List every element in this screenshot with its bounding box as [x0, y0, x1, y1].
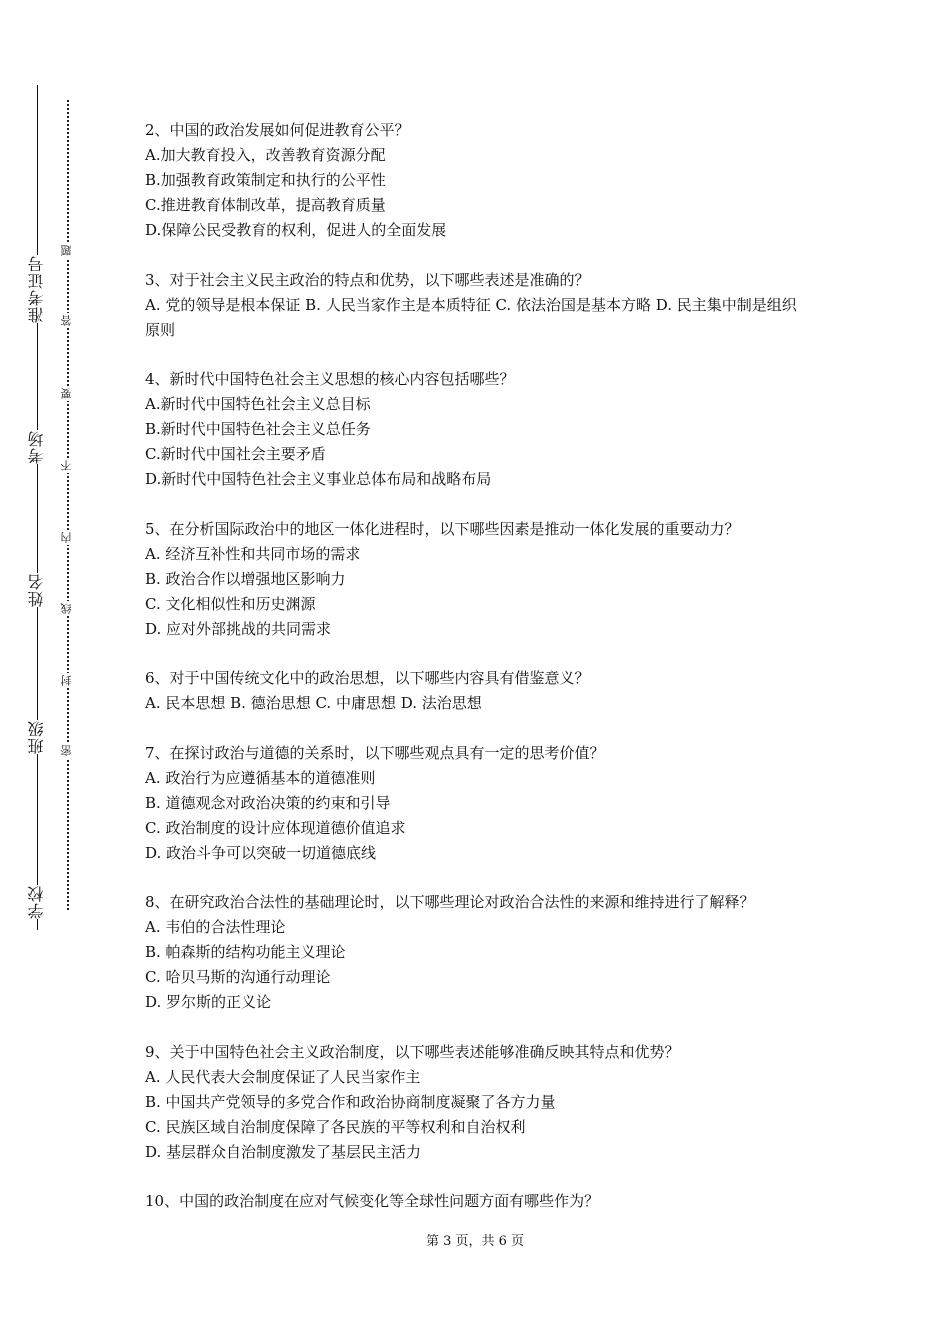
question-title: 2、中国的政治发展如何促进教育公平？	[145, 121, 410, 139]
seal-char: 线	[60, 603, 73, 614]
exam-room-label: 考场	[22, 430, 52, 464]
question-2	[145, 118, 835, 243]
question-title: 8、在研究政治合法性的基础理论时，以下哪些理论对政治合法性的来源和维持进行了解释？	[145, 893, 755, 911]
question-title: 3、对于社会主义民主政治的特点和优势，以下哪些表述是准确的？	[145, 270, 590, 289]
option-c: C. 文化相似性和历史渊源	[145, 594, 316, 613]
exam-number-label: 准考证号	[22, 255, 52, 323]
option-b: B. 中国共产党领导的多党合作和政治协商制度凝聚了各方力量	[145, 1092, 556, 1111]
option-a: A. 经济互补性和共同市场的需求	[145, 544, 361, 563]
seal-char: 密	[60, 745, 73, 756]
seal-char: 封	[60, 675, 73, 686]
option-d: D. 罗尔斯的正义论	[145, 993, 272, 1011]
option-b: B.新时代中国特色社会主义总任务	[145, 420, 371, 438]
options-inline: A. 民本思想 B. 德治思想 C. 中庸思想 D. 法治思想	[145, 694, 482, 712]
option-c: C. 民族区域自治制度保障了各民族的平等权利和自治权利	[145, 1117, 526, 1136]
question-title: 6、对于中国传统文化中的政治思想，以下哪些内容具有借鉴意义？	[145, 669, 590, 687]
binding-margin	[0, 0, 110, 1344]
question-4	[145, 367, 835, 492]
question-10	[145, 1189, 835, 1214]
seal-char: 要	[60, 388, 73, 399]
question-9	[145, 1040, 835, 1165]
seal-dotted-line	[67, 100, 69, 910]
option-b: B. 道德观念对政治决策的约束和引导	[145, 793, 391, 812]
seal-char: 答	[60, 315, 73, 326]
option-d: D. 政治斗争可以突破一切道德底线	[145, 843, 377, 862]
option-a: A. 韦伯的合法性理论	[145, 918, 286, 936]
option-d: D. 应对外部挑战的共同需求	[145, 619, 332, 638]
question-8	[145, 890, 835, 1015]
seal-char: 题	[60, 245, 73, 256]
seal-char: 不	[60, 460, 73, 471]
class-label: 班级	[22, 720, 52, 754]
option-b: B. 帕森斯的结构功能主义理论	[145, 943, 346, 961]
name-label: 姓名	[22, 573, 52, 607]
school-label: 学校	[22, 885, 52, 919]
option-a: A.加大教育投入，改善教育资源分配	[145, 146, 386, 164]
option-a: A. 人民代表大会制度保证了人民当家作主	[145, 1067, 421, 1086]
option-d: D. 基层群众自治制度激发了基层民主活力	[145, 1142, 422, 1161]
question-title: 5、在分析国际政治中的地区一体化进程时，以下哪些因素是推动一体化发展的重要动力？	[145, 519, 740, 538]
page-number: 第 3 页，共 6 页	[425, 1234, 525, 1249]
seal-char: 内	[60, 532, 73, 543]
option-a: A.新时代中国特色社会主义总目标	[145, 395, 371, 413]
question-3	[145, 268, 835, 343]
question-title: 4、新时代中国特色社会主义思想的核心内容包括哪些？	[145, 370, 515, 388]
option-d: D.保障公民受教育的权利，促进人的全面发展	[145, 221, 447, 239]
question-title: 7、在探讨政治与道德的关系时，以下哪些观点具有一定的思考价值？	[145, 743, 605, 762]
option-c: C.新时代中国社会主要矛盾	[145, 445, 326, 463]
question-title: 10、中国的政治制度在应对气候变化等全球性问题方面有哪些作为？	[145, 1192, 600, 1210]
question-7	[145, 741, 835, 866]
option-a: A. 政治行为应遵循基本的道德准则	[145, 768, 376, 787]
option-b: B. 政治合作以增强地区影响力	[145, 569, 346, 588]
question-title: 9、关于中国特色社会主义政治制度，以下哪些表述能够准确反映其特点和优势？	[145, 1042, 680, 1061]
option-b: B.加强教育政策制定和执行的公平性	[145, 171, 386, 189]
option-d: D.新时代中国特色社会主义事业总体布局和战略布局	[145, 470, 492, 488]
question-6	[145, 666, 835, 716]
options-inline: A. 党的领导是根本保证 B. 人民当家作主是本质特征 C. 依法治国是基本方略 D. 民主集中制是组织原则	[145, 295, 797, 339]
option-c: C. 政治制度的设计应体现道德价值追求	[145, 818, 406, 837]
option-c: C.推进教育体制改革，提高教育质量	[145, 196, 386, 214]
question-list	[145, 118, 835, 1239]
binding-solid-line	[37, 85, 38, 930]
option-c: C. 哈贝马斯的沟通行动理论	[145, 968, 331, 986]
question-5	[145, 517, 835, 642]
